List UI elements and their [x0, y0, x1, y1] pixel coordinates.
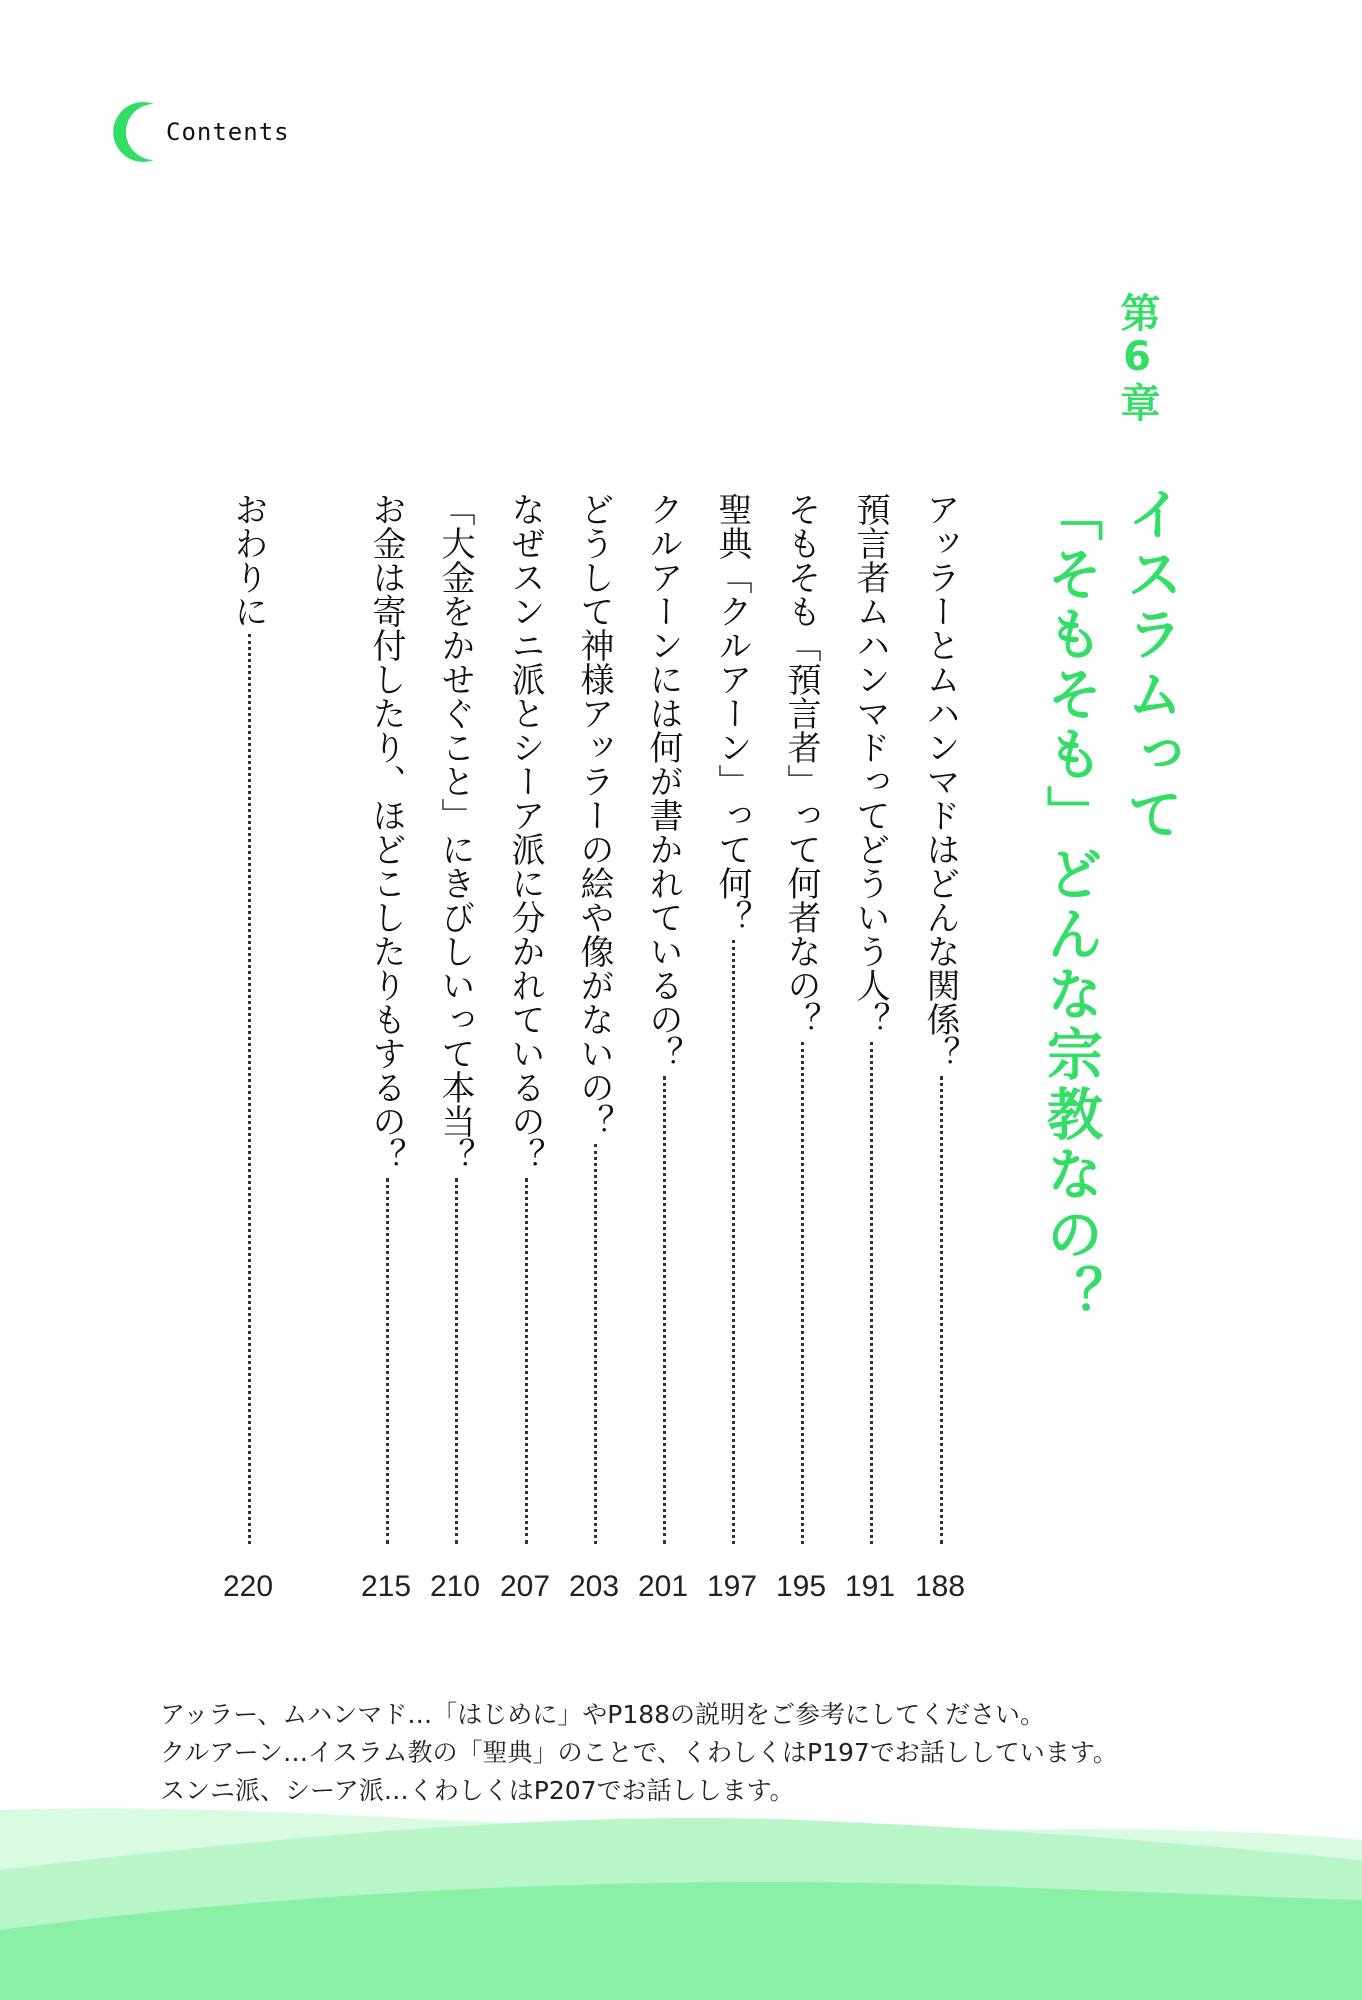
footnote: アッラー、ムハンマド…「はじめに」やP188の説明をご参考にしてください。 — [160, 1700, 1046, 1729]
leader-dots — [248, 634, 251, 1544]
toc-entry-page: 215 — [360, 1570, 412, 1603]
toc-entry[interactable] — [429, 492, 481, 1612]
leader-dots — [940, 1076, 943, 1544]
toc-entry-page: 203 — [568, 1570, 620, 1603]
toc-entry-title: お金は寄付したり、ほどこしたりもするの？ — [366, 492, 406, 1172]
toc-entry[interactable] — [360, 492, 412, 1612]
crescent-icon — [110, 98, 172, 166]
footnotes — [160, 1696, 1118, 1810]
toc-entry-title: おわりに — [228, 492, 268, 628]
toc-entry[interactable] — [499, 492, 551, 1612]
toc-entry[interactable] — [914, 492, 966, 1612]
leader-dots — [455, 1178, 458, 1544]
toc-entry-page: 201 — [637, 1570, 689, 1603]
leader-dots — [870, 1042, 873, 1544]
toc-entry-page: 191 — [844, 1570, 896, 1603]
toc-entry-title: 「大金をかせぐこと」にきびしいって本当？ — [435, 492, 475, 1172]
toc-entry-title: そもそも「預言者」って何者なの？ — [781, 492, 821, 1036]
contents-logo — [110, 98, 310, 170]
toc-entry-title: クルアーンには何が書かれているの？ — [643, 492, 683, 1070]
chapter-number: 第6章 — [1114, 292, 1160, 424]
toc-entry-title: なぜスンニ派とシーア派に分かれているの？ — [505, 492, 545, 1172]
toc-entry[interactable] — [844, 492, 896, 1612]
toc-entry[interactable] — [222, 492, 274, 1612]
leader-dots — [525, 1178, 528, 1544]
footnote: スンニ派、シーア派…くわしくはP207でお話しします。 — [160, 1776, 795, 1805]
toc-entry-page: 197 — [706, 1570, 758, 1603]
leader-dots — [732, 940, 735, 1544]
leader-dots — [801, 1042, 804, 1544]
toc-entry-page: 210 — [429, 1570, 481, 1603]
chapter-title: イスラムって 「そもそも」どんな宗教なの？ — [1038, 485, 1183, 1325]
leader-dots — [663, 1076, 666, 1544]
toc-entry-page: 207 — [499, 1570, 551, 1603]
leader-dots — [594, 1144, 597, 1544]
footnote: クルアーン…イスラム教の「聖典」のことで、くわしくはP197でお話ししています。 — [160, 1738, 1118, 1767]
toc-entry[interactable] — [568, 492, 620, 1612]
leader-dots — [386, 1178, 389, 1544]
toc-entry[interactable] — [706, 492, 758, 1612]
toc-entry-title: どうして神様アッラーの絵や像がないの？ — [574, 492, 614, 1138]
contents-label: Contents — [166, 118, 290, 146]
toc-entry-title: アッラーとムハンマドはどんな関係？ — [920, 492, 960, 1070]
toc-entry-page: 195 — [775, 1570, 827, 1603]
toc-entry-title: 聖典「クルアーン」って何？ — [712, 492, 752, 934]
toc-entry-page: 188 — [914, 1570, 966, 1603]
toc-entry[interactable] — [637, 492, 689, 1612]
toc-entry-page: 220 — [222, 1570, 274, 1603]
toc-entry[interactable] — [775, 492, 827, 1612]
toc-entry-title: 預言者ムハンマドってどういう人？ — [850, 492, 890, 1036]
footer-wave-decoration — [0, 1780, 1362, 2000]
